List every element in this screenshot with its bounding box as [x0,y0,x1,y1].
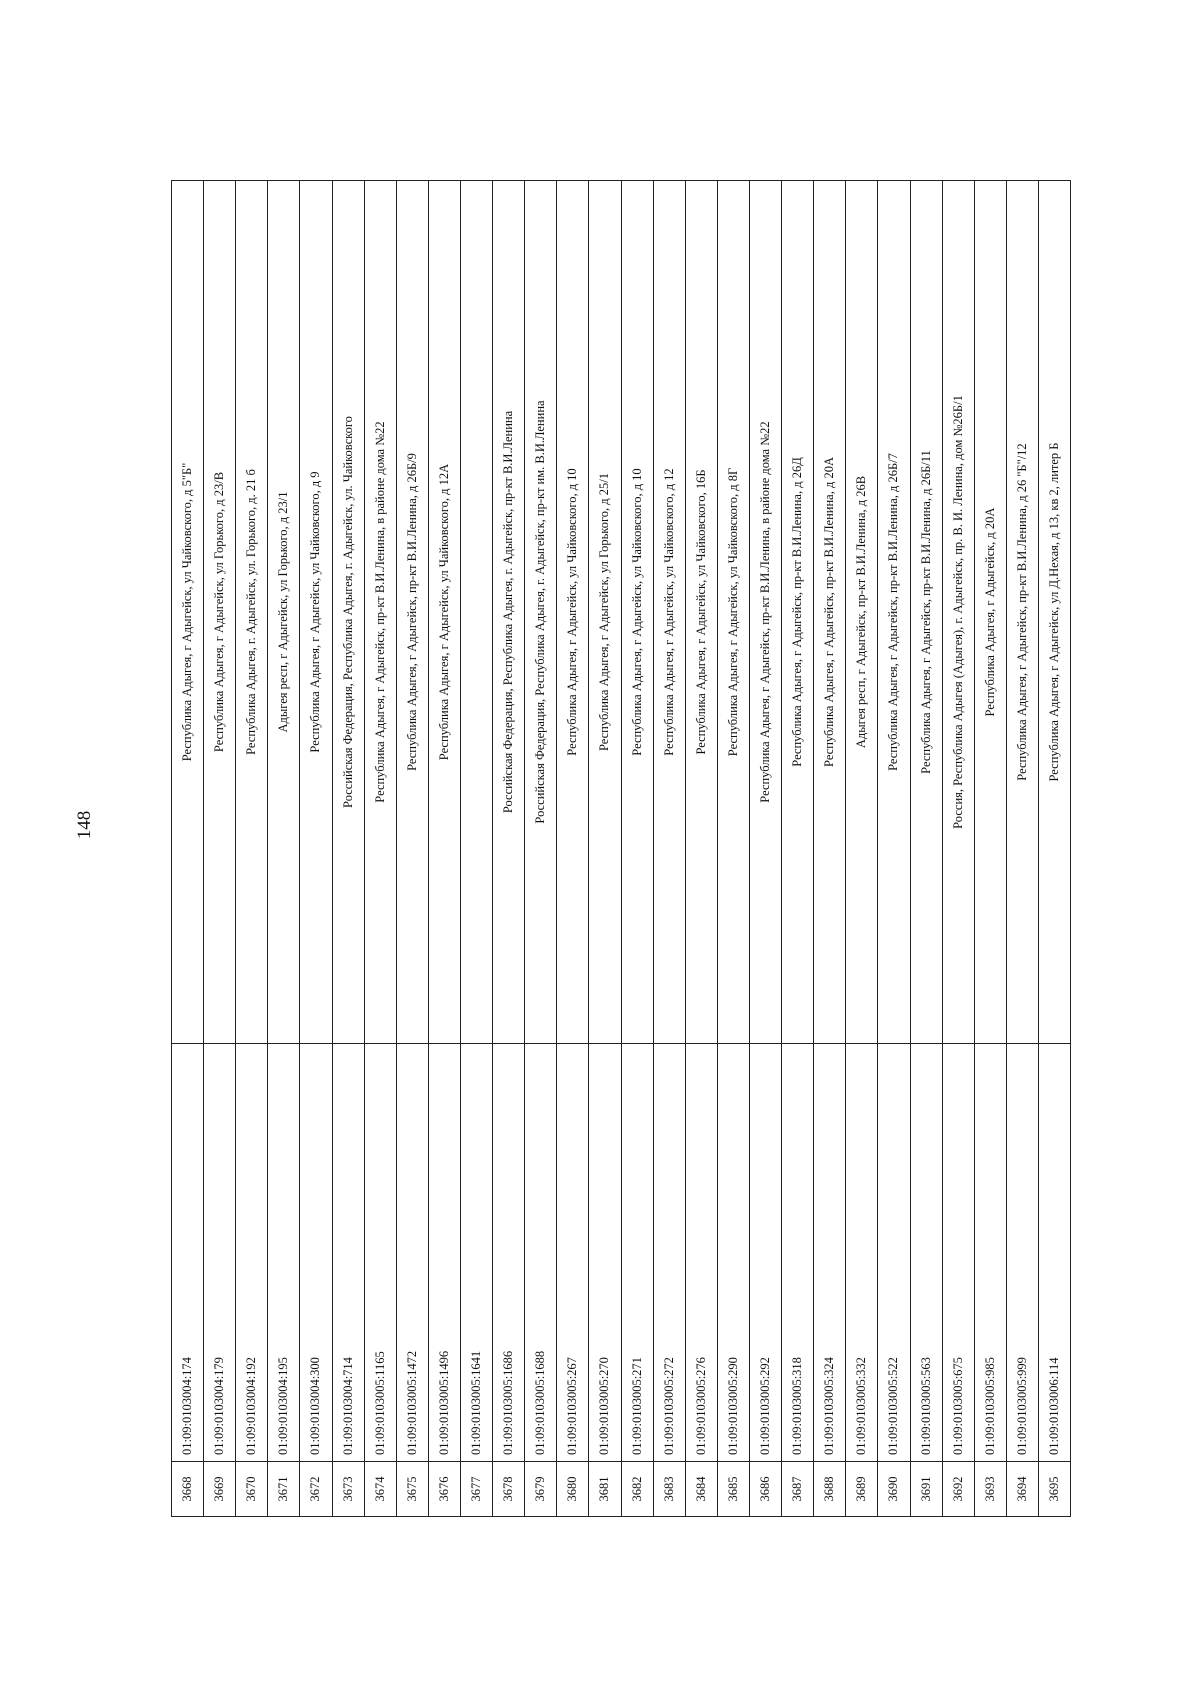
row-number-cell: 3681 [589,1461,620,1516]
cadastral-number-cell: 01:09:0103005:271 [622,1043,653,1461]
table-row [204,181,236,1516]
row-number-cell: 3678 [493,1461,524,1516]
cadastral-number-cell: 01:09:0103005:1688 [525,1043,556,1461]
cadastral-number-cell: 01:09:0103005:563 [911,1043,942,1461]
cadastral-number-cell: 01:09:0103005:318 [782,1043,813,1461]
table-row [750,181,782,1516]
row-number-cell: 3676 [429,1461,460,1516]
table-row [300,181,332,1516]
address-cell: Республика Адыгея, г Адыгейск, ул Чайковского, д 5"Б" [180,462,195,762]
address-cell: Республика Адыгея, г Адыгейск, ул Горького, д 25/1 [597,473,612,752]
row-number-cell: 3689 [846,1461,877,1516]
address-cell: Адыгея респ, г Адыгейск, пр-кт В.И.Ленина, д 26В [854,475,869,749]
row-number-cell: 3682 [622,1461,653,1516]
table-row [814,181,846,1516]
address-cell: Республика Адыгея, г Адыгейск, пр-кт В.И.Ленина, д 26 "Б"/12 [1014,443,1029,781]
row-number-cell: 3679 [525,1461,556,1516]
table-row [525,181,557,1516]
table-row [718,181,750,1516]
table-row [557,181,589,1516]
address-cell: Республика Адыгея, г Адыгейск, пр-кт В.И.Ленина, д 26Д [790,457,805,767]
table-row [493,181,525,1516]
table-row [782,181,814,1516]
address-cell: Российская Федерация, Республика Адыгея, г. Адыгейск, пр-кт В.И.Ленина [501,410,516,814]
cadastral-number-cell: 01:09:0103005:1496 [429,1043,460,1461]
row-number-cell: 3680 [557,1461,588,1516]
row-number-cell: 3673 [333,1461,364,1516]
address-cell: Республика Адыгея, г Адыгейск, ул Чайковского, д 12А [436,463,451,761]
cadastral-number-cell: 01:09:0103005:1165 [365,1043,396,1461]
row-number-cell: 3674 [365,1461,396,1516]
table-row [686,181,718,1516]
cadastral-number-cell: 01:09:0103004:300 [300,1043,331,1461]
address-cell: Республика Адыгея, г Адыгейск, пр-кт В.И.Ленина, д 26Б/11 [918,450,933,774]
cadastral-number-cell: 01:09:0103005:290 [718,1043,749,1461]
row-number-cell: 3672 [300,1461,331,1516]
row-number-cell: 3668 [172,1461,203,1516]
address-cell: Российская Федерация, Республика Адыгея, г. Адыгейск, ул. Чайковского [340,416,355,808]
table-row [268,181,300,1516]
address-cell: Республика Адыгея, г Адыгейск, д 20А [982,507,997,717]
row-number-cell: 3694 [1007,1461,1038,1516]
address-cell: Республика Адыгея, г Адыгейск, пр-кт В.И.Ленина, д 20А [822,457,837,767]
row-number-cell: 3683 [654,1461,685,1516]
row-number-cell: 3671 [268,1461,299,1516]
cadastral-number-cell: 01:09:0103005:999 [1007,1043,1038,1461]
row-number-cell: 3687 [782,1461,813,1516]
address-cell [461,181,492,1043]
row-number-cell: 3692 [943,1461,974,1516]
cadastral-number-cell: 01:09:0103005:332 [846,1043,877,1461]
address-cell: Республика Адыгея, г Адыгейск, пр-кт В.И.Ленина, в районе дома №22 [758,421,773,803]
cadastral-number-cell: 01:09:0103006:114 [1039,1043,1070,1461]
row-number-cell: 3670 [236,1461,267,1516]
cadastral-number-cell: 01:09:0103005:522 [878,1043,909,1461]
address-cell: Республика Адыгея, г Адыгейск, ул Д.Нехая, д 13, кв 2, литер Б [1047,442,1061,782]
table-row [429,181,461,1516]
cadastral-number-cell: 01:09:0103005:276 [686,1043,717,1461]
table-row [622,181,654,1516]
cadastral-number-cell: 01:09:0103005:272 [654,1043,685,1461]
table-row [461,181,493,1516]
table-row [846,181,878,1516]
address-cell: Республика Адыгея, г Адыгейск, пр-кт В.И.Ленина, д 26Б/7 [886,453,901,771]
table-row [911,181,943,1516]
address-cell: Республика Адыгея, г Адыгейск, ул Чайковского, д 10 [629,468,644,756]
address-cell: Российская Федерация, Республика Адыгея, г. Адыгейск, пр-кт им. В.И.Ленина [533,400,548,824]
cadastral-number-cell: 01:09:0103004:714 [333,1043,364,1461]
row-number-cell: 3685 [718,1461,749,1516]
table-row [654,181,686,1516]
cadastral-number-cell: 01:09:0103005:324 [814,1043,845,1461]
table-row [975,181,1007,1516]
table-row [172,181,204,1516]
address-cell: Республика Адыгея, г Адыгейск, ул Чайковского, д 8Г [725,467,740,757]
address-cell: Республика Адыгея, г Адыгейск, ул Чайковского, 16Б [693,469,708,755]
cadastral-number-cell: 01:09:0103004:179 [204,1043,235,1461]
address-cell: Республика Адыгея, г Адыгейск, ул Чайковского, д 9 [308,471,323,753]
page-number: 148 [74,810,95,840]
address-cell: Республика Адыгея, г Адыгейск, ул Горького, д 23/В [212,471,227,753]
row-number-cell: 3695 [1039,1461,1070,1516]
cadastral-number-cell: 01:09:0103005:675 [943,1043,974,1461]
cadastral-number-cell: 01:09:0103005:1472 [397,1043,428,1461]
cadastral-number-cell: 01:09:0103005:1686 [493,1043,524,1461]
address-cell: Республика Адыгея, г. Адыгейск, ул. Горького, д. 21 б [244,469,259,755]
cadastral-number-cell: 01:09:0103005:292 [750,1043,781,1461]
row-number-cell: 3690 [878,1461,909,1516]
registry-table-wrapper [171,180,1071,1517]
row-number-cell: 3669 [204,1461,235,1516]
address-cell: Республика Адыгея, г Адыгейск, ул Чайковского, д 10 [565,468,580,756]
cadastral-number-cell: 01:09:0103004:192 [236,1043,267,1461]
table-row [589,181,621,1516]
cadastral-number-cell: 01:09:0103004:195 [268,1043,299,1461]
table-row [397,181,429,1516]
cadastral-number-cell: 01:09:0103005:270 [589,1043,620,1461]
row-number-cell: 3691 [911,1461,942,1516]
row-number-cell: 3677 [461,1461,492,1516]
row-number-cell: 3675 [397,1461,428,1516]
row-number-cell: 3686 [750,1461,781,1516]
row-number-cell: 3688 [814,1461,845,1516]
registry-table [171,180,1071,1517]
table-row [365,181,397,1516]
address-cell: Республика Адыгея, г Адыгейск, пр-кт В.И.Ленина, д 26Б/9 [404,453,419,771]
address-cell: Россия, Республика Адыгея (Адыгея), г. Адыгейск, пр. В. И. Ленина, дом №26Б/1 [950,395,965,829]
cadastral-number-cell: 01:09:0103005:1641 [461,1043,492,1461]
table-row [333,181,365,1516]
cadastral-number-cell: 01:09:0103004:174 [172,1043,203,1461]
table-row [1007,181,1039,1516]
cadastral-number-cell: 01:09:0103005:985 [975,1043,1006,1461]
table-row [878,181,910,1516]
table-row [943,181,975,1516]
row-number-cell: 3684 [686,1461,717,1516]
cadastral-number-cell: 01:09:0103005:267 [557,1043,588,1461]
address-cell: Республика Адыгея, г Адыгейск, ул Чайковского, д 12 [661,468,676,756]
address-cell: Республика Адыгея, г Адыгейск, пр-кт В.И.Ленина, в районе дома №22 [372,421,387,803]
table-row [236,181,268,1516]
row-number-cell: 3693 [975,1461,1006,1516]
table-row [1039,181,1070,1516]
address-cell: Адыгея респ, г Адыгейск, ул Горького, д 23/1 [276,491,291,733]
